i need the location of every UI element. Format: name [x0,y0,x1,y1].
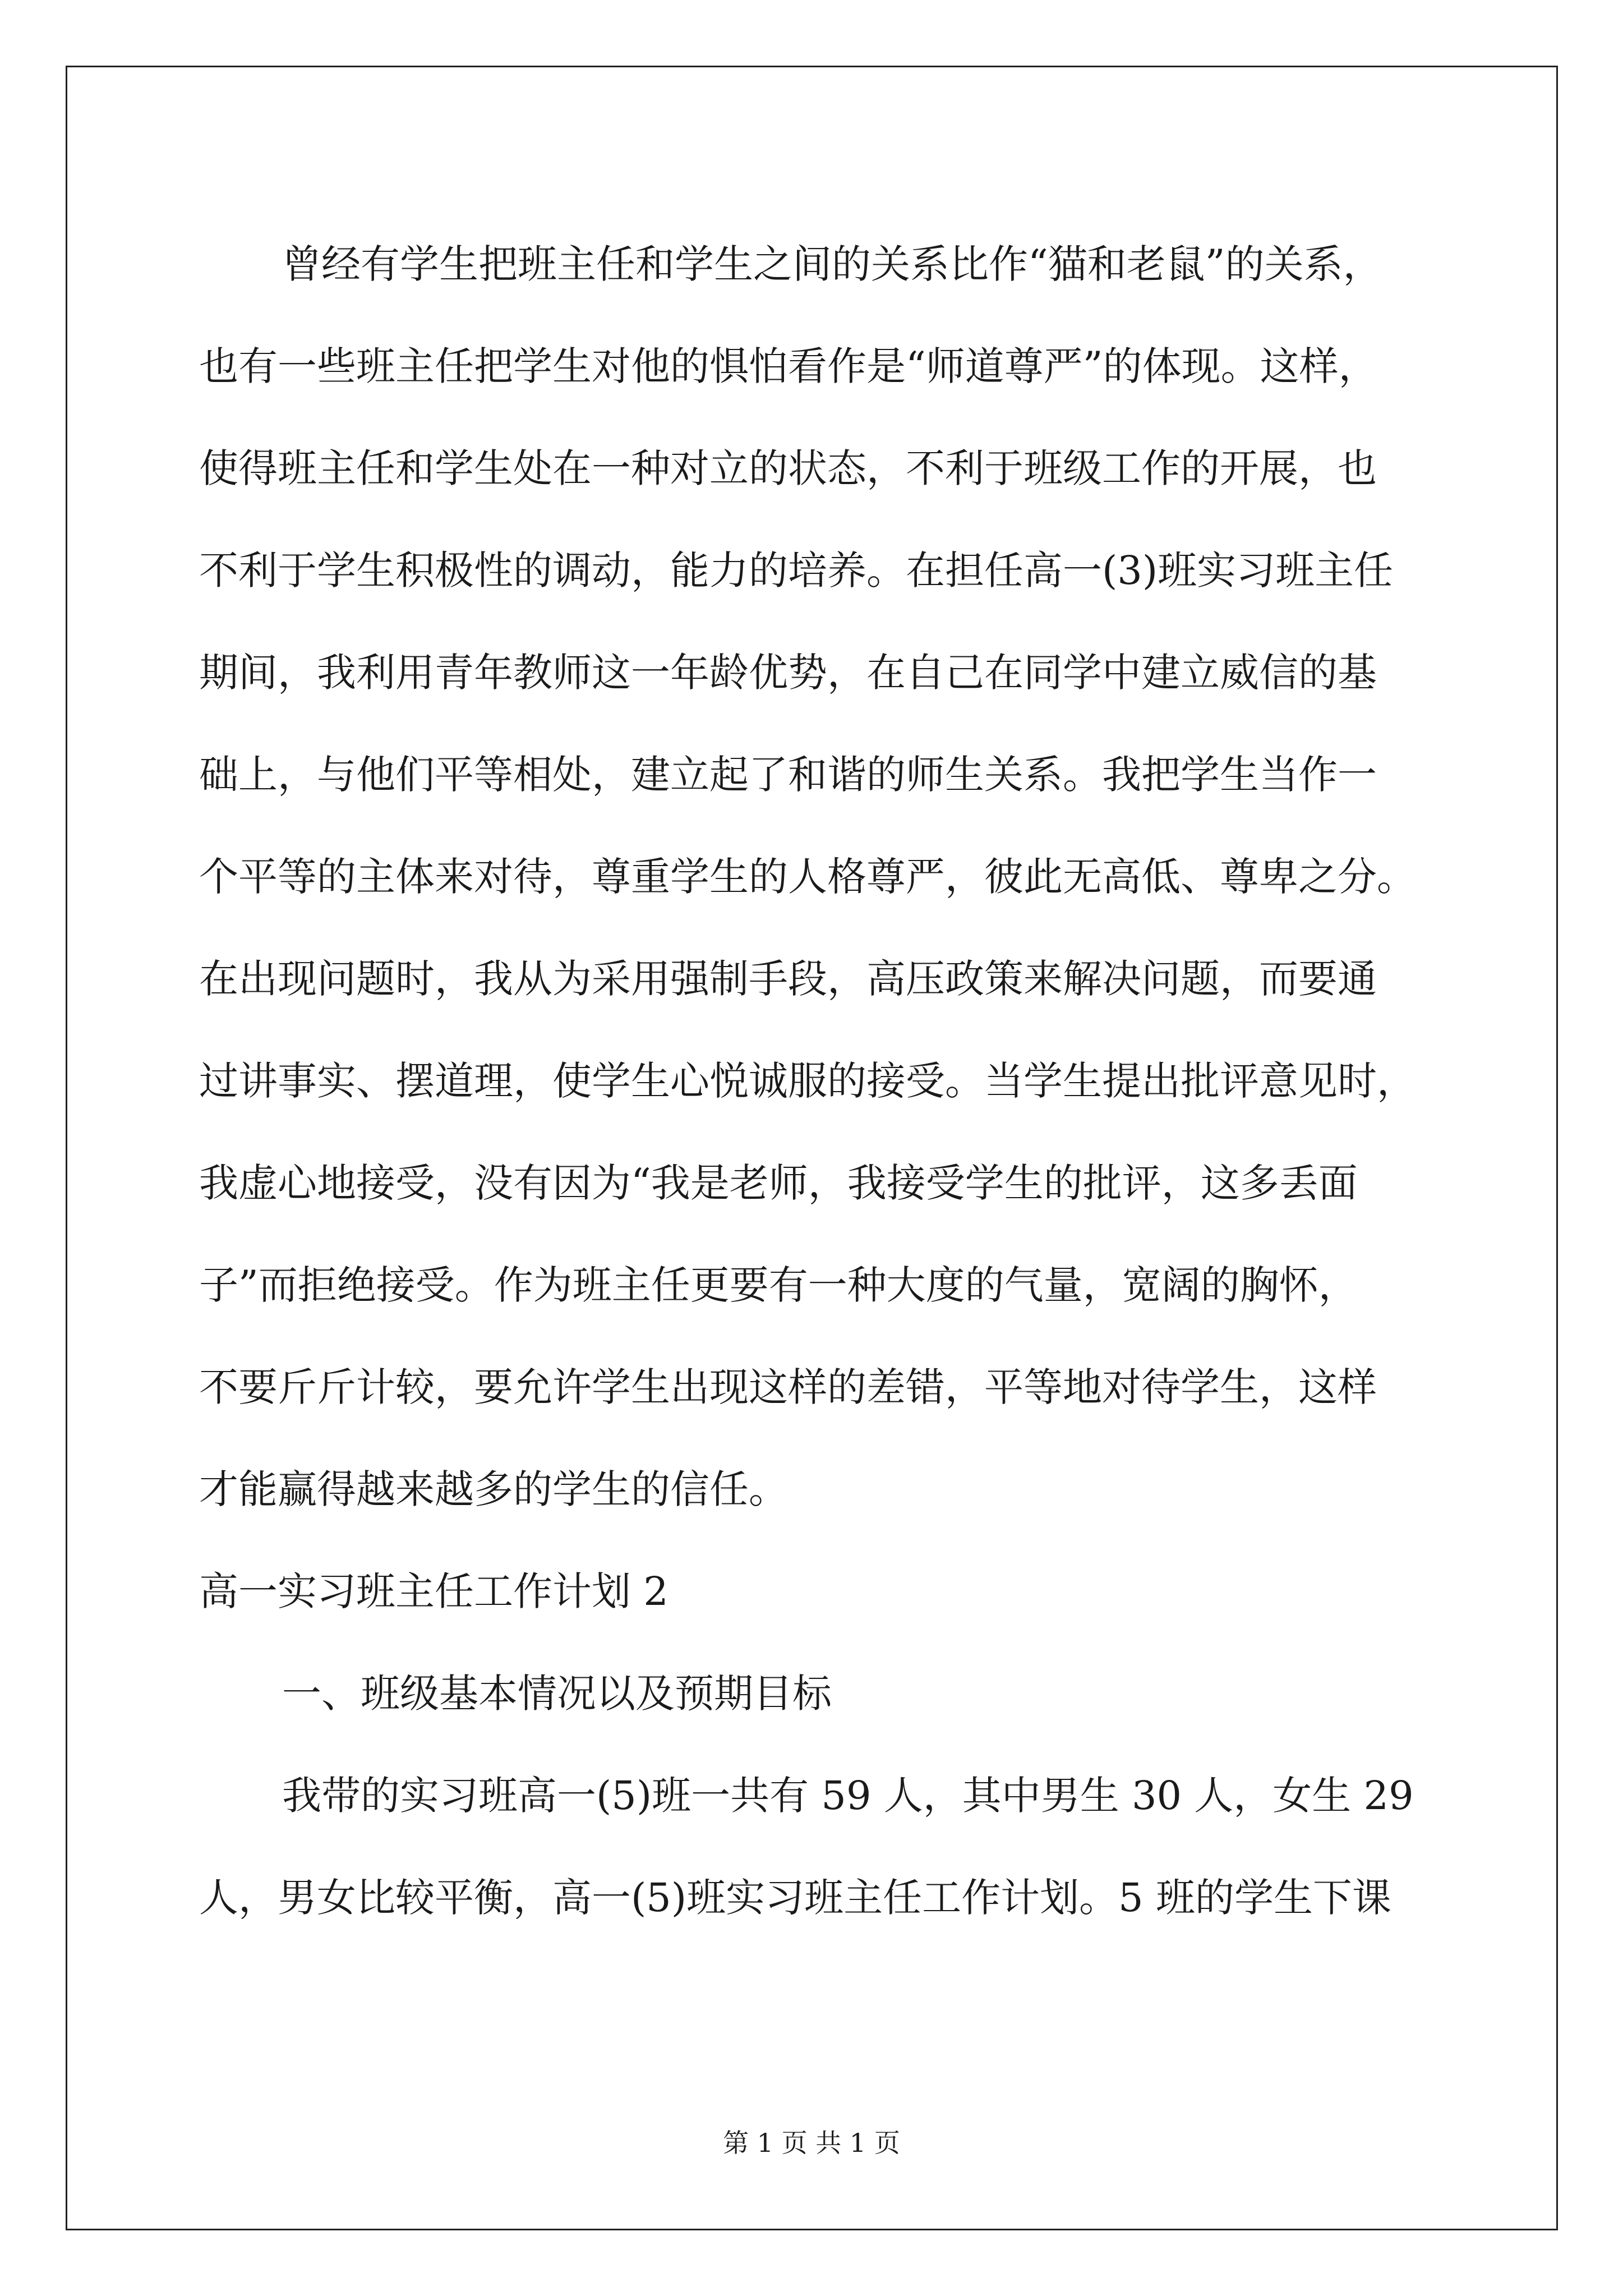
paragraph-line: 不利于学生积极性的调动，能力的培养。在担任高一(3)班实习班主任 [199,547,1394,593]
page-number-footer: 第 1 页 共 1 页 [723,2128,900,2158]
section-title: 一、班级基本情况以及预期目标 [282,1671,832,1717]
paragraph-line: 期间，我利用青年教师这一年龄优势，在自己在同学中建立威信的基 [199,650,1377,696]
paragraph-line: 础上，与他们平等相处，建立起了和谐的师生关系。我把学生当作一 [199,752,1377,798]
paragraph-line: 人，男女比较平衡，高一(5)班实习班主任工作计划。5 班的学生下课 [199,1875,1391,1921]
paragraph-line: 子”而拒绝接受。作为班主任更要有一种大度的气量，宽阔的胸怀， [199,1262,1358,1308]
paragraph-line: 在出现问题时，我从为采用强制手段，高压政策来解决问题，而要通 [199,956,1377,1002]
paragraph-line: 我虚心地接受，没有因为“我是老师，我接受学生的批评，这多丢面 [199,1160,1358,1206]
paragraph-line: 过讲事实、摆道理，使学生心悦诚服的接受。当学生提出批评意见时， [199,1058,1416,1104]
paragraph-line: 才能赢得越来越多的学生的信任。 [199,1466,788,1512]
paragraph-line: 我带的实习班高一(5)班一共有 59 人，其中男生 30 人，女生 29 [282,1773,1414,1819]
paragraph-line: 使得班主任和学生处在一种对立的状态，不利于班级工作的开展，也 [199,445,1377,491]
paragraph-line: 也有一些班主任把学生对他的惧怕看作是“师道尊严”的体现。这样， [199,343,1378,389]
paragraph-line: 个平等的主体来对待，尊重学生的人格尊严，彼此无高低、尊卑之分。 [199,854,1416,900]
paragraph-line: 不要斤斤计较，要允许学生出现这样的差错，平等地对待学生，这样 [199,1364,1377,1410]
section-heading: 高一实习班主任工作计划 2 [199,1568,668,1614]
document-body [199,213,1424,1949]
paragraph-line: 曾经有学生把班主任和学生之间的关系比作“猫和老鼠”的关系， [282,241,1382,287]
